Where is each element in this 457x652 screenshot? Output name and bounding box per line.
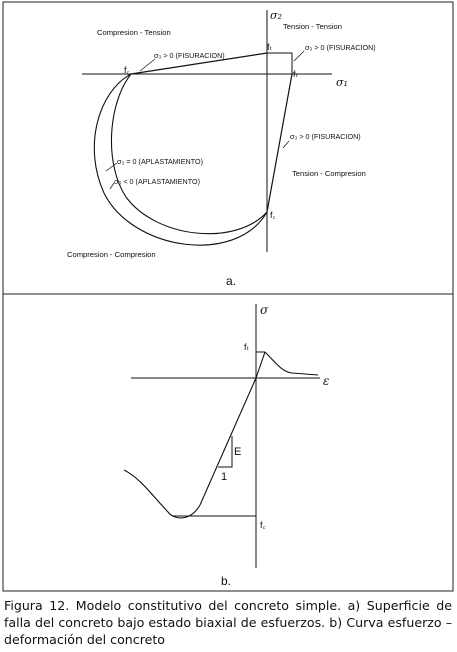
failure-envelope-inner [111,74,267,234]
fc-left-label: f꜀ [124,65,130,75]
tension-softening [265,352,318,375]
region-tension-tension: Tension - Tension [283,22,342,31]
figure-caption: Figura 12. Modelo constitutivo del concreto simple. a) Superficie de falla del concreto bajo estado biaxial de esfuerzos. b) Curva esfuerzo – deformación del concreto [4,598,452,647]
sigma1-axis-label: σ₁ [336,76,348,89]
compression-curve [124,470,200,518]
tension-cutoff-box [267,53,292,74]
compression-linear [200,378,256,505]
region-compression-tension: Compresion - Tension [97,28,171,37]
fc-label: f꜀ [260,520,266,530]
cracking-line-right [267,74,292,212]
annotation-crushing-zero: σ₃ = 0 (APLASTAMIENTO) [117,157,203,166]
leader-crushing-zero [106,163,117,171]
region-tension-compression: Tension - Compresion [292,169,366,178]
leader-cracking-left [140,59,155,71]
sigma2-axis-label: σ₂ [270,9,282,22]
slope-rise-label: E [234,446,242,458]
panel-a-failure-surface [67,9,376,288]
ft-right-label: fₜ [293,69,299,79]
stress-axis-label: σ [260,303,269,317]
slope-triangle [218,436,232,467]
ft-top-label: fₜ [267,42,273,52]
fc-bottom-label: f꜀ [270,210,276,220]
annotation-cracking-left: σ₃ > 0 (FISURACION) [154,51,225,60]
annotation-cracking-right: σ₃ > 0 (FISURACION) [290,132,361,141]
panel-a-label: a. [226,274,237,288]
panel-b-label: b. [221,574,232,588]
region-compression-compression: Compresion - Compresion [67,250,156,259]
tension-plateau [256,352,265,365]
slope-run-label: 1 [221,471,228,483]
annotation-cracking-top-right: σ₃ > 0 (FISURACION) [305,43,376,52]
leader-cracking-right [283,141,289,148]
annotation-crushing-neg: σ₃ < 0 (APLASTAMIENTO) [114,177,200,186]
strain-axis-label: ε [323,374,330,388]
ft-label: fₜ [244,342,250,352]
figure-border [3,2,453,591]
leader-cracking-top-right [294,51,304,61]
panel-b-stress-strain [124,303,329,588]
tension-linear [256,352,265,378]
